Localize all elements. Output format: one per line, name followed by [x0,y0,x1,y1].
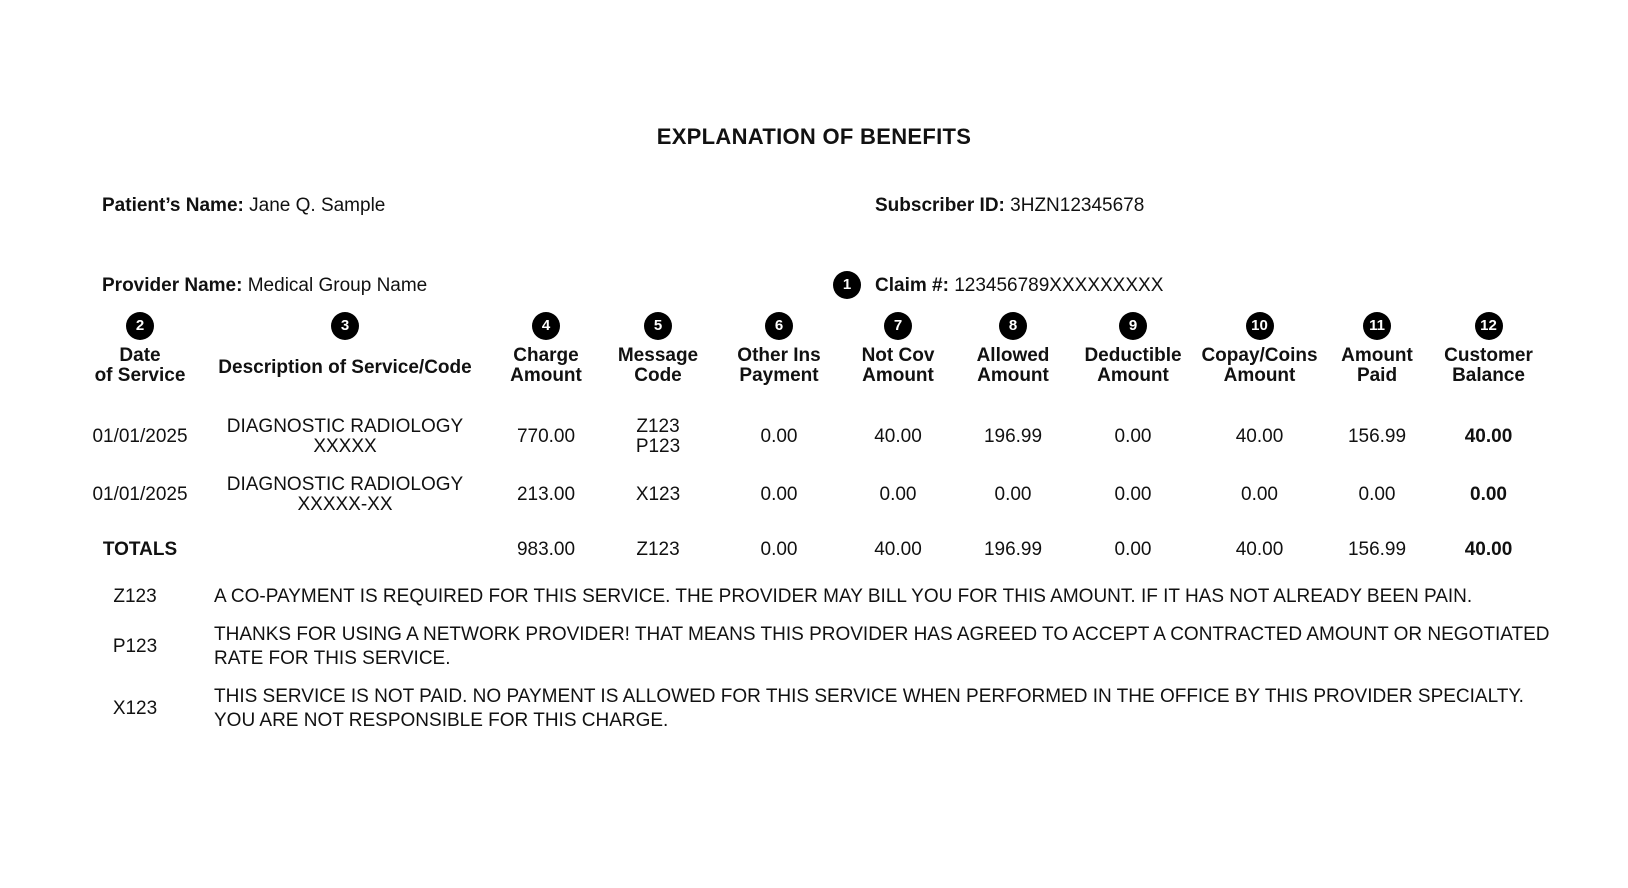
column-marker: 3 [331,312,359,340]
column-header-not-cov-amount [844,312,952,408]
column-header-allowed-amount [952,312,1074,408]
subscriber-id-field [875,195,1144,217]
patient-name-value: Jane Q. Sample [249,195,386,216]
charge-amount-cell: 213.00 [516,484,576,505]
column-marker: 4 [532,312,560,340]
column-marker: 11 [1363,312,1391,340]
column-header-charge-amount [490,312,602,408]
description-cell: DIAGNOSTIC RADIOLOGY XXXXX [226,416,464,457]
column-marker: 2 [126,312,154,340]
message-explanation [80,585,1550,609]
claim-number-label: Claim #: [875,275,949,296]
provider-name-value: Medical Group Name [247,275,428,296]
allowed-amount-cell: 0.00 [994,484,1032,505]
totals-allowed-amount-cell: 196.99 [983,539,1043,560]
column-label: Message Code [617,345,699,386]
table-header-row [80,312,1550,408]
claim-detail-table [80,312,1550,576]
message-text: THIS SERVICE IS NOT PAID. NO PAYMENT IS ALLOWED FOR THIS SERVICE WHEN PERFORMED IN THE OFFICE BY THIS PROVIDER SPECIALTY. YOU ARE NOT RESPONSIBLE FOR THIS CHARGE. [214,686,1524,731]
message-code-cell: Z123 P123 [635,416,681,457]
totals-amount-paid-cell: 156.99 [1347,539,1407,560]
customer-balance-cell: 40.00 [1464,426,1513,447]
column-label: Customer Balance [1444,345,1533,386]
message-code-explanations [80,585,1550,747]
column-marker: 10 [1246,312,1274,340]
claim-number-value: 123456789XXXXXXXXX [954,275,1164,296]
totals-row [80,524,1550,576]
message-text: A CO-PAYMENT IS REQUIRED FOR THIS SERVICE. THE PROVIDER MAY BILL YOU FOR THIS AMOUNT. IF IT HAS NOT ALREADY BEEN PAIN. [214,586,1473,607]
not-cov-amount-cell: 0.00 [879,484,917,505]
column-marker: 8 [999,312,1027,340]
column-marker: 6 [765,312,793,340]
date-of-service-cell: 01/01/2025 [92,426,188,447]
table-row [80,466,1550,524]
totals-label: TOTALS [102,539,178,560]
amount-paid-cell: 156.99 [1347,426,1407,447]
subscriber-id-label: Subscriber ID: [875,195,1005,216]
date-of-service-cell: 01/01/2025 [92,484,188,505]
column-marker: 12 [1475,312,1503,340]
column-marker: 5 [644,312,672,340]
column-header-copay-coins-amount [1192,312,1327,408]
provider-name-label: Provider Name: [102,275,243,296]
charge-amount-cell: 770.00 [516,426,576,447]
column-label: Not Cov Amount [861,345,935,386]
column-header-message-code [602,312,714,408]
column-marker: 7 [884,312,912,340]
totals-not-cov-amount-cell: 40.00 [874,539,922,560]
other-ins-payment-cell: 0.00 [760,484,798,505]
message-code: X123 [112,698,158,719]
deductible-amount-cell: 0.00 [1114,484,1152,505]
totals-deductible-amount-cell: 0.00 [1114,539,1152,560]
patient-name-label: Patient’s Name: [102,195,244,216]
column-header-amount-paid [1327,312,1427,408]
table-row [80,408,1550,466]
copay-coins-amount-cell: 40.00 [1235,426,1284,447]
other-ins-payment-cell: 0.00 [760,426,798,447]
column-label: Copay/Coins Amount [1201,345,1318,386]
column-label: Description of Service/Code [218,357,472,378]
copay-coins-amount-cell: 0.00 [1241,484,1278,505]
column-label: Deductible Amount [1084,345,1182,386]
message-text: THANKS FOR USING A NETWORK PROVIDER! THAT MEANS THIS PROVIDER HAS AGREED TO ACCEPT A CONTRACTED AMOUNT OR NEGOTIATED RATE FOR THIS SERVICE. [214,624,1550,669]
message-explanation [80,623,1550,671]
message-code: P123 [112,636,158,657]
claim-number-marker: 1 [833,271,861,299]
totals-description-cell [200,524,490,576]
subscriber-id-value: 3HZN12345678 [1010,195,1145,216]
column-header-date-of-service [80,312,200,408]
amount-paid-cell: 0.00 [1358,484,1396,505]
column-header-description [200,312,490,408]
totals-charge-amount-cell: 983.00 [516,539,576,560]
totals-customer-balance-cell: 40.00 [1464,539,1513,560]
provider-name-field [102,275,427,297]
document-title: EXPLANATION OF BENEFITS [656,124,972,149]
claim-number-field [875,275,1163,297]
column-label: Allowed Amount [976,345,1050,386]
column-marker: 9 [1119,312,1147,340]
column-header-other-ins-payment [714,312,844,408]
patient-name-field [102,195,385,217]
message-code-cell: X123 [635,484,681,505]
totals-other-ins-payment-cell: 0.00 [760,539,798,560]
not-cov-amount-cell: 40.00 [874,426,922,447]
column-label: Charge Amount [510,345,582,386]
deductible-amount-cell: 0.00 [1114,426,1152,447]
column-label: Amount Paid [1341,345,1413,386]
totals-message-code-cell: Z123 [636,539,680,560]
description-cell: DIAGNOSTIC RADIOLOGY XXXXX-XX [226,474,464,515]
message-code: Z123 [113,586,157,607]
totals-copay-coins-amount-cell: 40.00 [1235,539,1284,560]
column-label: Date of Service [94,345,186,386]
column-header-deductible-amount [1074,312,1192,408]
allowed-amount-cell: 196.99 [983,426,1043,447]
column-header-customer-balance [1427,312,1550,408]
column-label: Other Ins Payment [737,345,821,386]
message-explanation [80,685,1550,733]
customer-balance-cell: 0.00 [1470,484,1507,505]
